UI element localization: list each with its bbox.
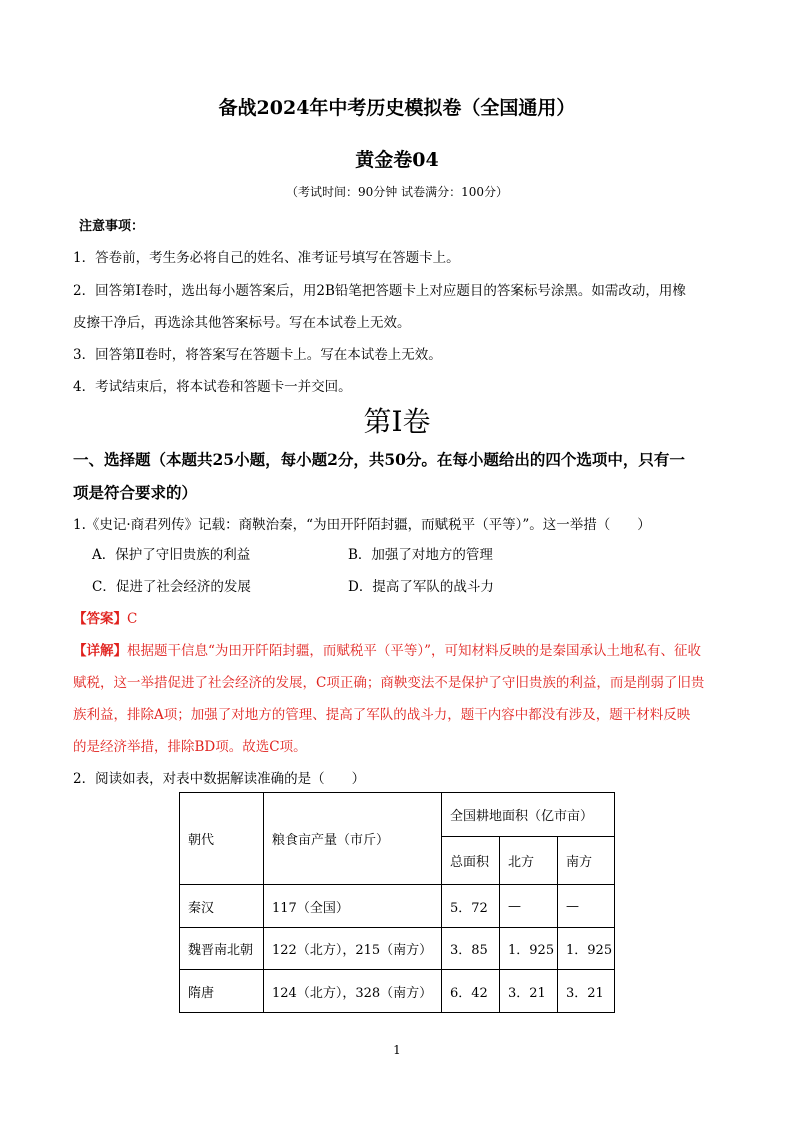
notice-item-1: 1．答卷前，考生务必将自己的姓名、准考证号填写在答题卡上。 [73, 250, 460, 266]
table-header-north: 北方 [500, 837, 558, 885]
section-title: 第Ⅰ卷 [363, 405, 431, 438]
notice-item-3: 3．回答第Ⅱ卷时，将答案写在答题卡上。写在本试卷上无效。 [73, 347, 442, 363]
section-heading-line2: 项是符合要求的） [73, 483, 198, 502]
table-header-dynasty: 朝代 [180, 793, 264, 885]
question-1-option-b: B．加强了对地方的管理 [348, 547, 493, 563]
cell-south: — [558, 885, 615, 928]
question-1-detail-line2: 赋税，这一举措促进了社会经济的发展，C项正确；商鞅变法不是保护了守旧贵族的利益，而是削弱了旧贵 [73, 675, 705, 691]
cell-total: 3．85 [442, 928, 500, 970]
table-row [180, 970, 615, 1013]
table-header-total: 总面积 [442, 837, 500, 885]
cell-dynasty: 秦汉 [180, 885, 264, 928]
exam-subtitle: 黄金卷04 [355, 149, 439, 171]
question-1-answer [73, 607, 137, 627]
cell-south: 1．925 [558, 928, 615, 970]
table-row [180, 885, 615, 928]
question-1-detail-line1 [73, 639, 701, 659]
data-table [179, 792, 615, 1013]
cell-yield: 117（全国） [264, 885, 442, 928]
cell-south: 3．21 [558, 970, 615, 1013]
cell-yield: 122（北方），215（南方） [264, 928, 442, 970]
notice-item-2-cont: 皮擦干净后，再选涂其他答案标号。写在本试卷上无效。 [73, 315, 411, 331]
cell-dynasty: 魏晋南北朝 [180, 928, 264, 970]
question-1-option-a: A．保护了守旧贵族的利益 [92, 547, 251, 563]
question-1-stem: 1.《史记·商君列传》记载：商鞅治秦，“为田开阡陌封疆，而赋税平（平等）”。这一举措（ ） [73, 517, 651, 533]
table-header-yield: 粮食亩产量（市斤） [264, 793, 442, 885]
question-2-stem: 2．阅读如表，对表中数据解读准确的是（ ） [73, 771, 366, 787]
cell-north: — [500, 885, 558, 928]
notice-item-2: 2．回答第Ⅰ卷时，选出每小题答案后，用2B铅笔把答题卡上对应题目的答案标号涂黑。如需改动，用橡 [73, 283, 686, 299]
section-heading-line1: 一、选择题（本题共25小题，每小题2分，共50分。在每小题给出的四个选项中，只有一 [73, 450, 685, 469]
cell-dynasty: 隋唐 [180, 970, 264, 1013]
table-header-area: 全国耕地面积（亿市亩） [442, 793, 615, 837]
cell-north: 1．925 [500, 928, 558, 970]
table-row [180, 928, 615, 970]
cell-north: 3．21 [500, 970, 558, 1013]
detail-label: 【详解】 [73, 643, 127, 659]
question-1-option-c: C．促进了社会经济的发展 [92, 579, 251, 595]
exam-title: 备战2024年中考历史模拟卷（全国通用） [218, 97, 576, 119]
page-number: 1 [393, 1043, 401, 1057]
answer-label: 【答案】 [73, 611, 127, 627]
answer-value: C [127, 611, 138, 627]
cell-total: 5．72 [442, 885, 500, 928]
detail-text: 根据题干信息“为田开阡陌封疆，而赋税平（平等）”，可知材料反映的是秦国承认土地私有、征收 [127, 643, 702, 659]
question-1-option-d: D．提高了军队的战斗力 [348, 579, 494, 595]
notice-item-4: 4．考试结束后，将本试卷和答题卡一并交回。 [73, 379, 352, 395]
notice-heading: 注意事项： [79, 219, 145, 234]
exam-meta: （考试时间：90分钟 试卷满分：100分） [286, 185, 508, 199]
cell-yield: 124（北方），328（南方） [264, 970, 442, 1013]
question-1-detail-line3: 族利益，排除A项；加强了对地方的管理、提高了军队的战斗力，题干内容中都没有涉及，题干材料反映 [73, 707, 691, 723]
cell-total: 6．42 [442, 970, 500, 1013]
question-1-detail-line4: 的是经济举措，排除BD项。故选C项。 [73, 739, 307, 755]
table-header-south: 南方 [558, 837, 615, 885]
